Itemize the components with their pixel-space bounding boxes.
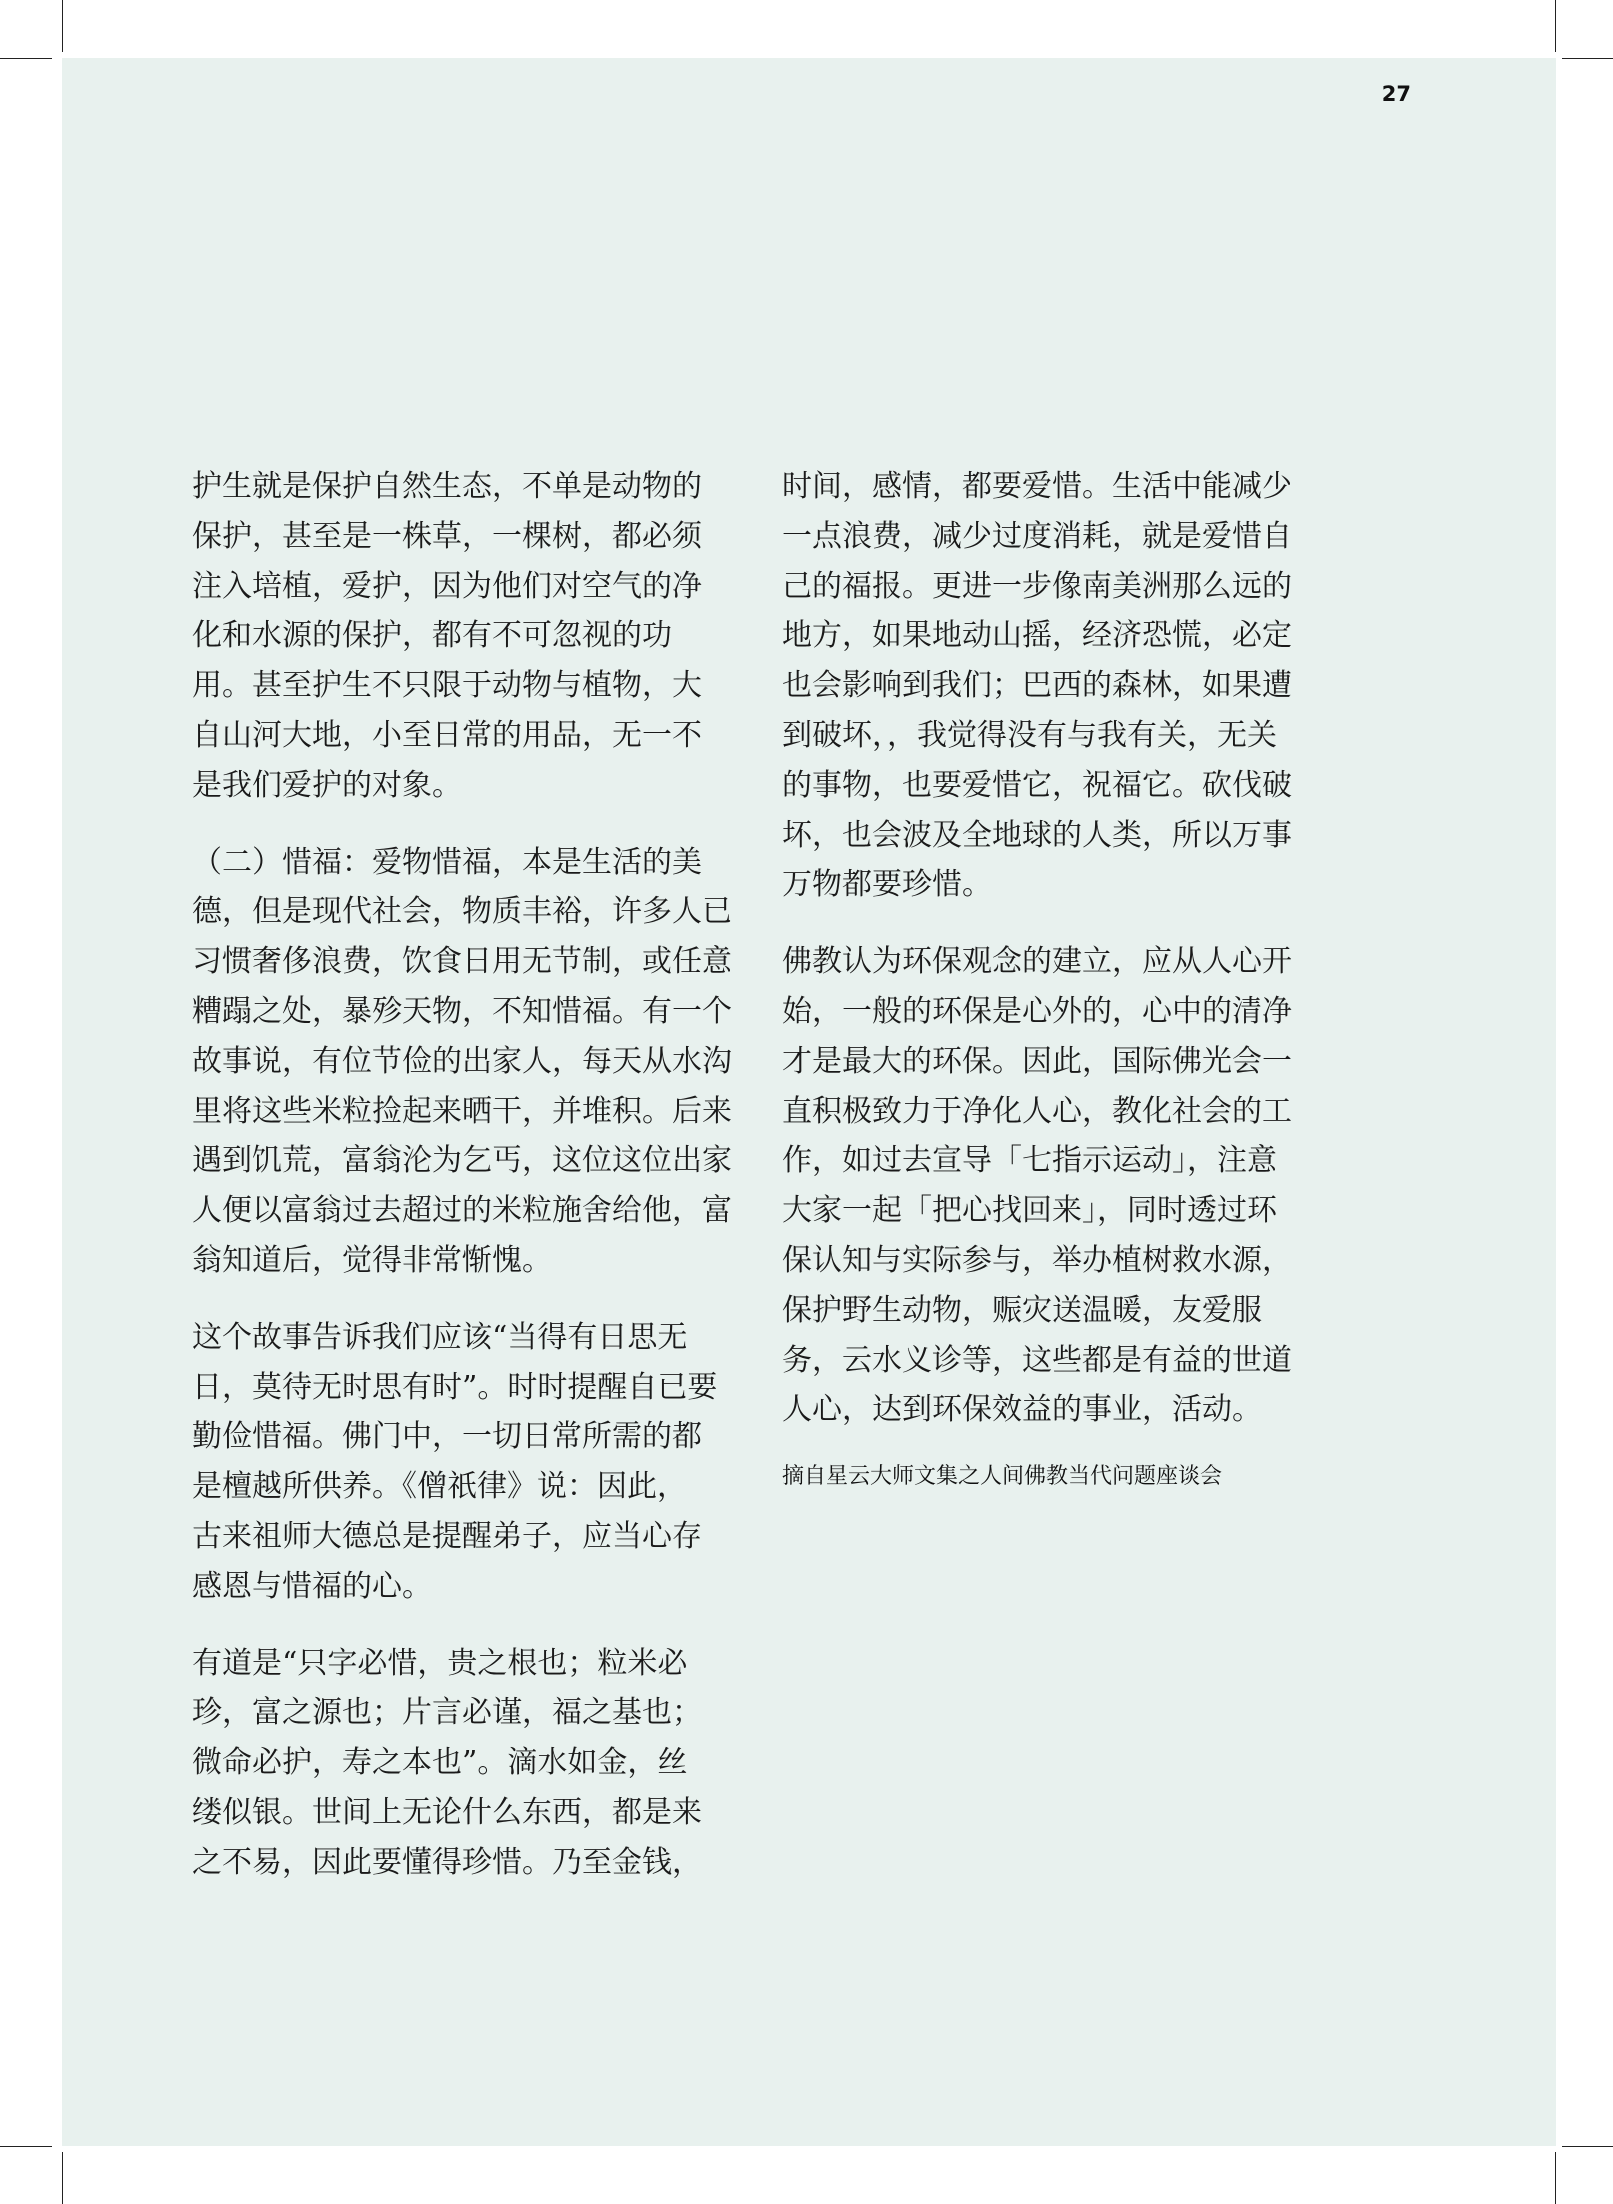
- crop-mark: [0, 58, 52, 59]
- paragraph: 有道是“只字必惜，贵之根也；粒米必 珍，富之源也；片言必谨，福之基也； 微命必护，寿之本也”。滴水如金，丝 缕似银。世间上无论什么东西，都是来 之不易，因此要懂得珍惜。乃至金钱，: [192, 1645, 702, 1880]
- crop-mark: [1562, 58, 1613, 59]
- crop-mark: [1555, 0, 1556, 52]
- crop-mark: [0, 2146, 52, 2147]
- paragraph: 佛教认为环保观念的建立，应从人心开 始，一般的环保是心外的，心中的清净 才是最大的环保。因此，国际佛光会一 直积极致力于净化人心，教化社会的工 作，如过去宣导「七指示运动」，注意 大家一起「把心找回来」，同时透过环 保认知与实际参与，举办植树救水源， 保护野生动物，赈灾送温暖，友爱服 务，云水义诊等，这些都是有益的世道 人心，达到环保效益的事业，活动。: [782, 944, 1292, 1428]
- left-column: [192, 462, 734, 1915]
- paragraph: 时间，感情，都要爱惜。生活中能减少 一点浪费，减少过度消耗，就是爱惜自 己的福报。更进一步像南美洲那么远的 地方，如果地动山摇，经济恐慌，必定 也会影响到我们；巴西的森林，如果遭 到破坏，，我觉得没有与我有关，无关 的事物，也要爱惜它，祝福它。砍伐破 坏，也会波及全地球的人类，所以万事 万物都要珍惜。: [782, 469, 1292, 903]
- crop-mark: [1555, 2152, 1556, 2204]
- right-column: [782, 462, 1324, 1492]
- crop-mark: [62, 2152, 63, 2204]
- paragraph: （二）惜福：爱物惜福，本是生活的美 德，但是现代社会，物质丰裕，许多人已 习惯奢侈浪费，饮食日用无节制，或任意 糟蹋之处，暴殄天物，不知惜福。有一个 故事说，有位节俭的出家人，每天从水沟 里将这些米粒捡起来晒干，并堆积。后来 遇到饥荒，富翁沦为乞丐，这位这位出家 人便以富翁过去超过的米粒施舍给他，富 翁知道后，觉得非常惭愧。: [192, 844, 732, 1278]
- crop-mark: [1562, 2146, 1613, 2147]
- paragraph: 这个故事告诉我们应该“当得有日思无 日，莫待无时思有时”。时时提醒自已要 勤俭惜福。佛门中，一切日常所需的都 是檀越所供养。《僧祇律》说：因此， 古来祖师大德总是提醒弟子，应当心存 感恩与惜福的心。: [192, 1319, 718, 1604]
- page-number: 27: [1381, 82, 1411, 106]
- crop-mark: [62, 0, 63, 52]
- source-note: 摘自星云大师文集之人间佛教当代问题座谈会: [782, 1464, 1223, 1490]
- paragraph: 护生就是保护自然生态，不单是动物的 保护，甚至是一株草，一棵树，都必须 注入培植，爱护，因为他们对空气的净 化和水源的保护，都有不可忽视的功 用。甚至护生不只限于动物与植物，大 自山河大地，小至日常的用品，无一不 是我们爱护的对象。: [192, 469, 702, 803]
